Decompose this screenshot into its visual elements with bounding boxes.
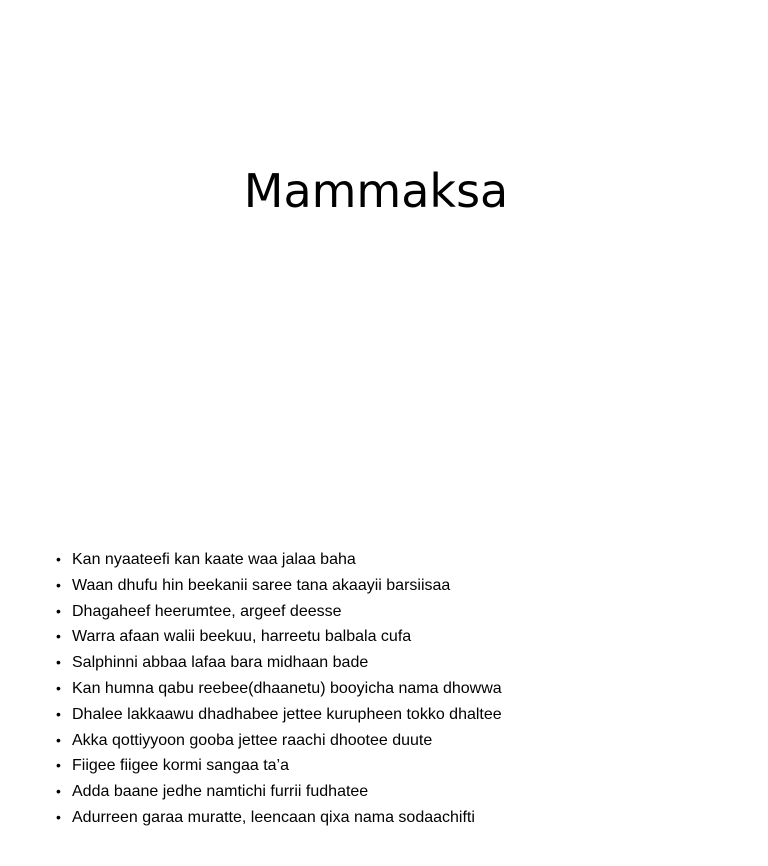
list-item bbox=[56, 573, 502, 599]
list-item-text: Fiigee fiigee kormi sangaa ta’a bbox=[72, 757, 290, 775]
list-item-text: Adurreen garaa muratte, leencaan qixa nama sodaachifti bbox=[72, 808, 475, 826]
list-item-text: Akka qottiyyoon gooba jettee raachi dhootee duute bbox=[72, 731, 433, 749]
list-item bbox=[56, 728, 502, 754]
list-item-text: Salphinni abbaa lafaa bara midhaan bade bbox=[72, 654, 369, 672]
bullet-icon: • bbox=[56, 628, 61, 645]
list-item-text: Warra afaan walii beekuu, harreetu balbala cufa bbox=[72, 628, 412, 646]
list-item bbox=[56, 805, 502, 831]
bullet-icon: • bbox=[56, 576, 61, 593]
list-item-text: Adda baane jedhe namtichi furrii fudhatee bbox=[72, 783, 369, 801]
slide-title: Mammaksa bbox=[243, 164, 509, 218]
bullet-icon: • bbox=[56, 757, 61, 774]
bullet-icon: • bbox=[56, 679, 61, 696]
list-item-text: Dhalee lakkaawu dhadhabee jettee kurupheen tokko dhaltee bbox=[72, 705, 502, 723]
proverb-list bbox=[56, 547, 502, 831]
list-item-text: Kan humna qabu reebee(dhaanetu) booyicha nama dhowwa bbox=[72, 679, 502, 697]
bullet-icon: • bbox=[56, 705, 61, 722]
list-item-text: Waan dhufu hin beekanii saree tana akaayii barsiisaa bbox=[72, 576, 451, 594]
list-item bbox=[56, 753, 502, 779]
list-item bbox=[56, 650, 502, 676]
list-item bbox=[56, 779, 502, 805]
bullet-icon: • bbox=[56, 731, 61, 748]
list-item bbox=[56, 676, 502, 702]
bullet-icon: • bbox=[56, 551, 61, 567]
list-item-text: Kan nyaateefi kan kaate waa jalaa baha bbox=[72, 551, 356, 568]
list-item bbox=[56, 702, 502, 728]
list-item bbox=[56, 547, 502, 573]
bullet-icon: • bbox=[56, 602, 61, 619]
bullet-icon: • bbox=[56, 783, 61, 800]
bullet-icon: • bbox=[56, 808, 61, 825]
list-item bbox=[56, 599, 502, 625]
bullet-icon: • bbox=[56, 654, 61, 671]
list-item-text: Dhagaheef heerumtee, argeef deesse bbox=[72, 602, 342, 620]
list-item bbox=[56, 624, 502, 650]
